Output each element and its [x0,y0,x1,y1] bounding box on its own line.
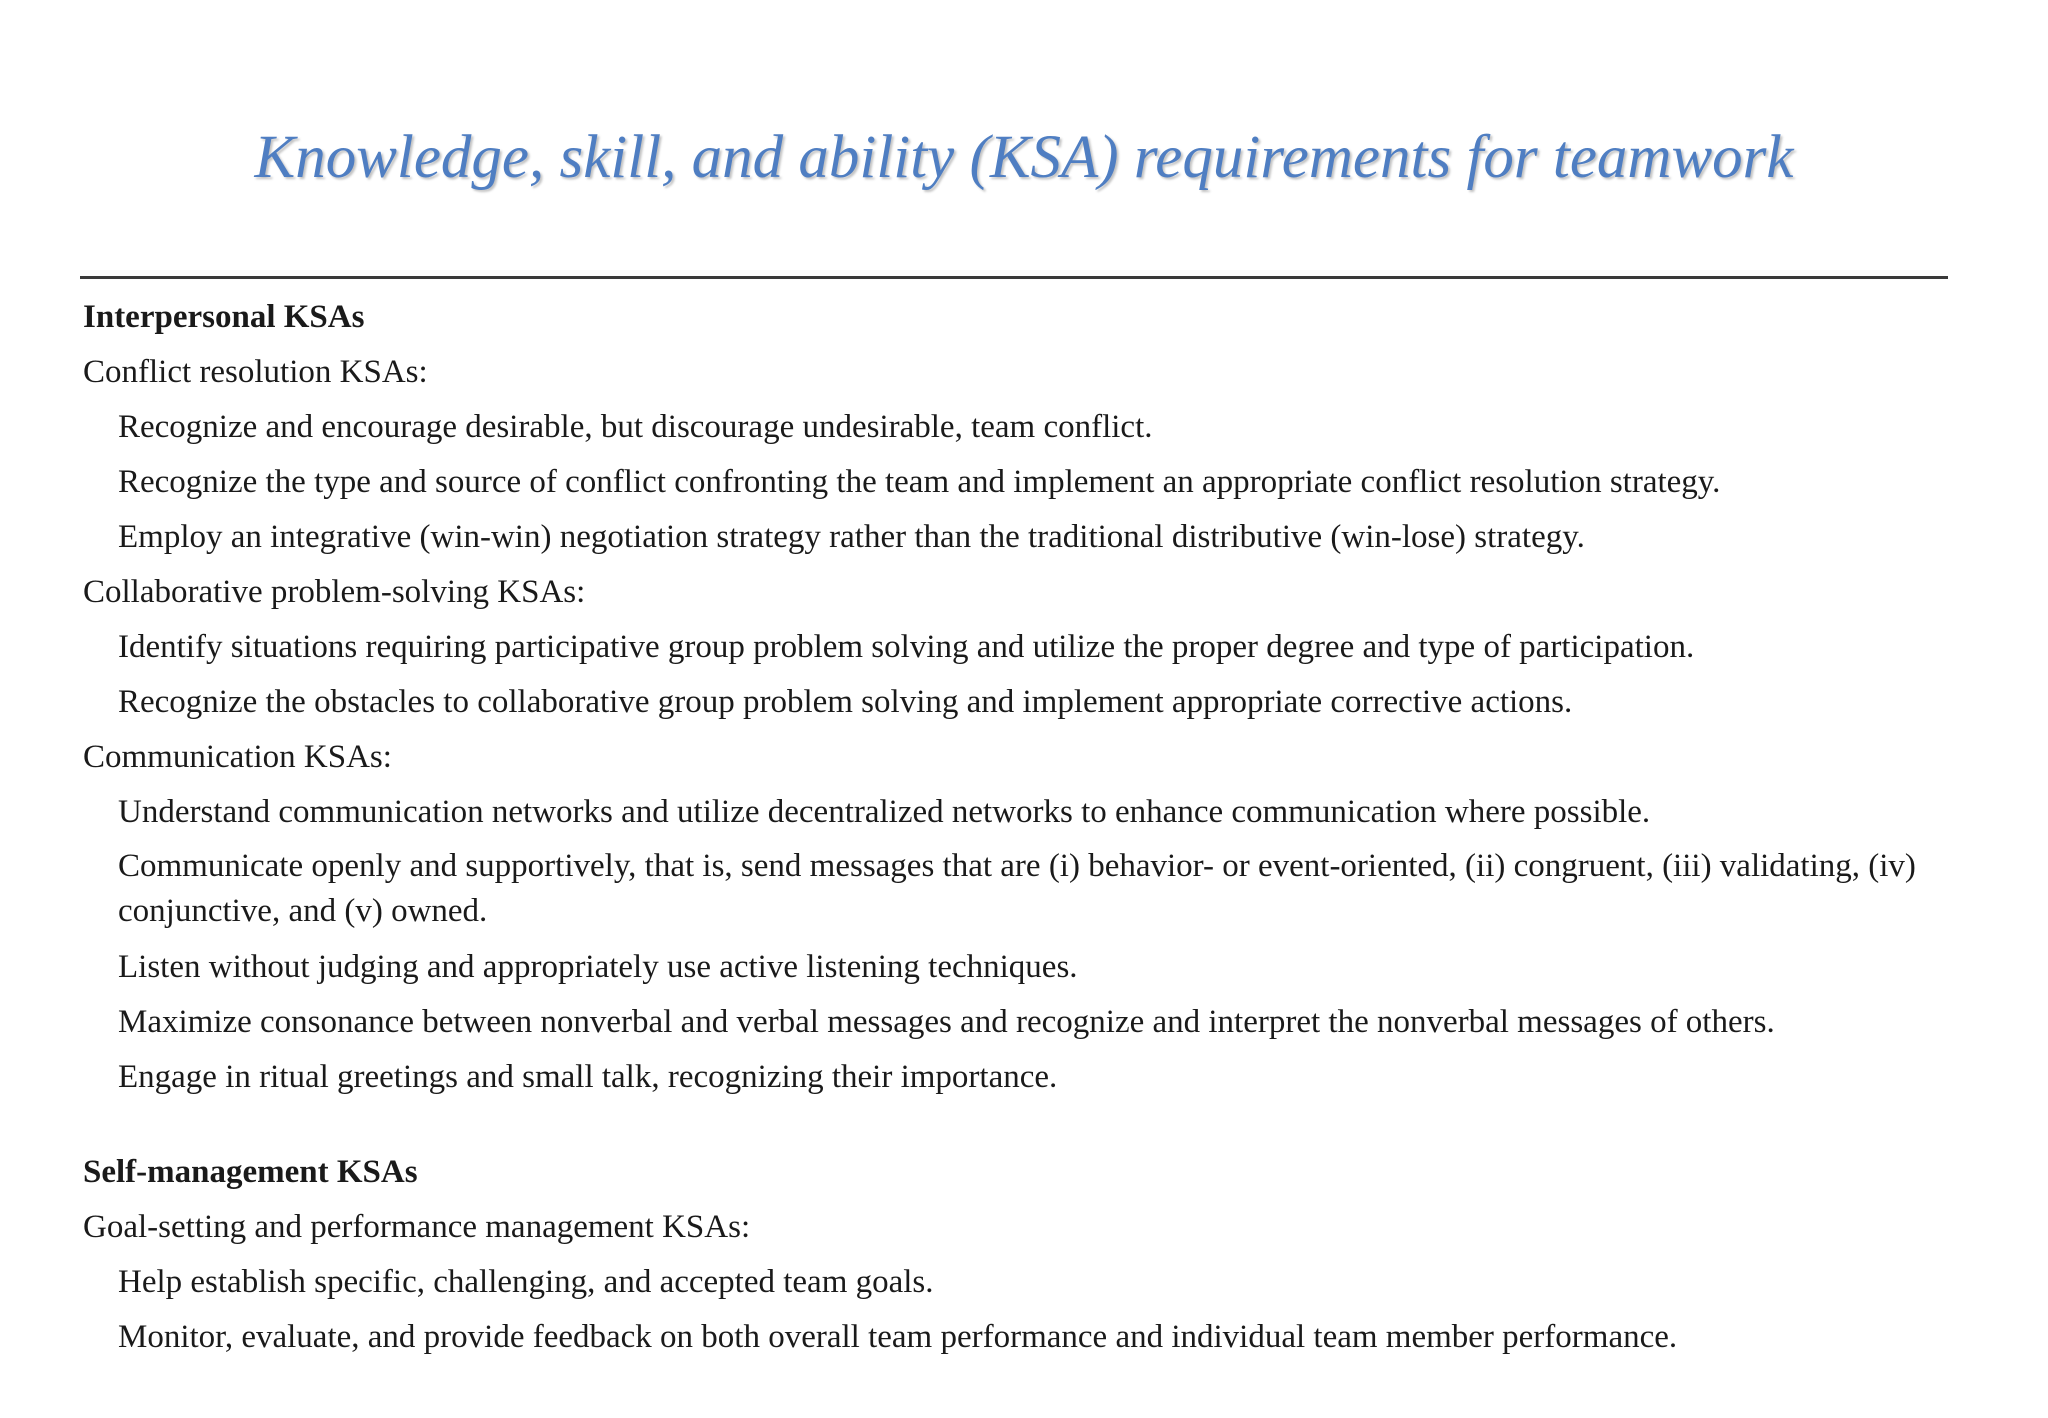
list-item: Recognize the obstacles to collaborative group problem solving and implement appropriate corrective actions. [118,684,1573,720]
list-item: Listen without judging and appropriately use active listening techniques. [118,949,1078,985]
list-item: Monitor, evaluate, and provide feedback on both overall team performance and individual team member performance. [118,1319,1678,1355]
ksa-table [83,290,1963,1365]
section-heading-self-management: Self-management KSAs [83,1154,418,1190]
subsection-heading-communication: Communication KSAs: [83,739,392,775]
table-top-rule [80,276,1948,279]
subsection-heading-conflict: Conflict resolution KSAs: [83,354,428,390]
list-item: Maximize consonance between nonverbal and verbal messages and recognize and interpret the nonverbal messages of others. [118,1004,1775,1040]
list-item: Understand communication networks and utilize decentralized networks to enhance communication where possible. [118,794,1651,830]
list-item: Recognize the type and source of conflict confronting the team and implement an appropriate conflict resolution strategy. [118,464,1721,500]
list-item: Communicate openly and supportively, that is, send messages that are (i) behavior- or event-oriented, (ii) congruent, (iii) validating, (iv) conjunctive, and (v) owned. [118,848,1916,929]
list-item: Recognize and encourage desirable, but discourage undesirable, team conflict. [118,409,1153,445]
list-item: Employ an integrative (win-win) negotiation strategy rather than the traditional distributive (win-lose) strategy. [118,519,1585,555]
subsection-heading-problem-solving: Collaborative problem-solving KSAs: [83,574,586,610]
list-item: Engage in ritual greetings and small talk, recognizing their importance. [118,1059,1058,1095]
section-heading-interpersonal: Interpersonal KSAs [83,299,365,335]
subsection-heading-goal-setting: Goal-setting and performance management KSAs: [83,1209,751,1245]
list-item: Identify situations requiring participative group problem solving and utilize the proper degree and type of participation. [118,629,1695,665]
list-item: Help establish specific, challenging, and accepted team goals. [118,1264,934,1300]
section-gap [83,1105,1963,1145]
slide-title: Knowledge, skill, and ability (KSA) requirements for teamwork [254,124,1794,191]
